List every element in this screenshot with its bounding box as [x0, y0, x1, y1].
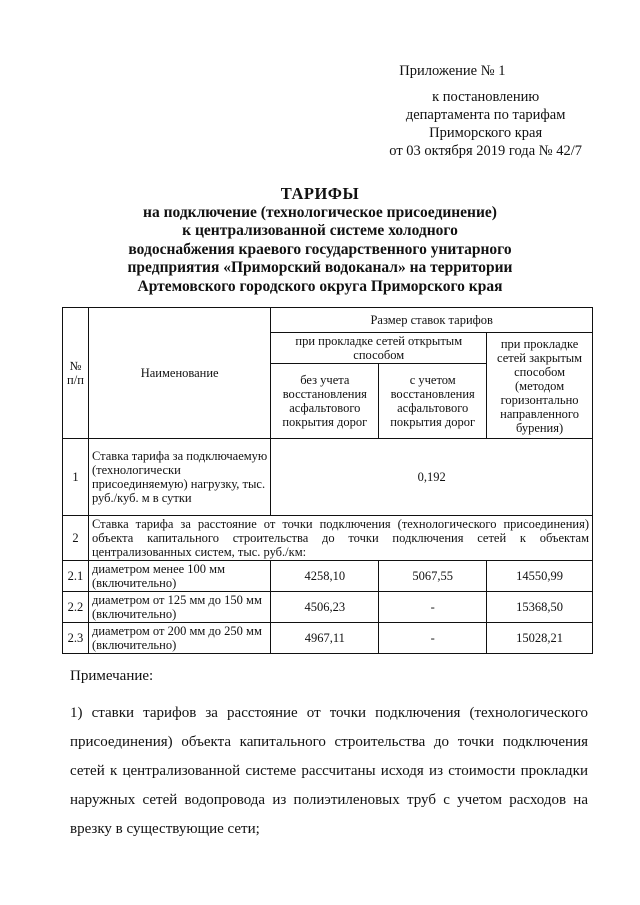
title-line: предприятия «Приморский водоканал» на территории — [127, 259, 513, 276]
appendix-number: Приложение № 1 — [399, 63, 506, 79]
header-open-method: при прокладке сетей открытым способом — [271, 333, 487, 364]
row-value-closed: 15368,50 — [487, 592, 593, 623]
row-value-closed: 14550,99 — [487, 561, 593, 592]
title-line: к централизованной системе холодного — [182, 222, 458, 239]
appendix-to-resolution: к постановлению — [432, 89, 540, 105]
table-row — [63, 516, 593, 561]
table-row — [63, 623, 593, 654]
row-value-with-asphalt: - — [379, 623, 487, 654]
row-value-with-asphalt: - — [379, 592, 487, 623]
row-value: 0,192 — [271, 439, 593, 516]
row-value-no-asphalt: 4258,10 — [271, 561, 379, 592]
row-num: 2.2 — [63, 592, 89, 623]
table-row — [63, 592, 593, 623]
row-name: Ставка тарифа за расстояние от точки подключения (технологического присоединения) объекта капитального строительства до точки подключения сетей к объектам централизованных систем, тыс. руб./км: — [88, 516, 592, 561]
header-num: № п/п — [63, 308, 89, 439]
appendix-region: Приморского края — [429, 125, 543, 141]
row-value-with-asphalt: 5067,55 — [379, 561, 487, 592]
document-title — [0, 185, 640, 296]
row-num: 1 — [63, 439, 89, 516]
notes-heading: Примечание: — [70, 668, 154, 684]
row-num: 2.3 — [63, 623, 89, 654]
row-name: Ставка тарифа за подключаемую (технологически присоединяемую) нагрузку, тыс. руб./куб. м в сутки — [88, 439, 270, 516]
row-value-no-asphalt: 4967,11 — [271, 623, 379, 654]
header-with-asphalt: с учетом восстановления асфальтового покрытия дорог — [379, 364, 487, 439]
row-name: диаметром от 200 мм до 250 мм (включительно) — [88, 623, 270, 654]
header-name: Наименование — [88, 308, 270, 439]
header-rates: Размер ставок тарифов — [271, 308, 593, 333]
row-value-closed: 15028,21 — [487, 623, 593, 654]
title-line: водоснабжения краевого государственного унитарного — [128, 240, 512, 258]
title-line: Артемовского городского округа Приморского края — [137, 277, 503, 295]
table-row — [63, 561, 593, 592]
row-name: диаметром от 125 мм до 150 мм (включительно) — [88, 592, 270, 623]
notes-item-1: 1) ставки тарифов за расстояние от точки подключения (технологического присоединения) объекта капитального строительства до точки подключения сетей к централизованной системе рассчитаны исходя из стоимости прокладки наружных сетей водопровода из полиэтиленовых труб с учетом расходов на врезку в существующие сети; — [70, 705, 588, 837]
tariff-table — [62, 307, 593, 654]
title-main: ТАРИФЫ — [280, 184, 360, 203]
appendix-header — [389, 62, 582, 160]
row-value-no-asphalt: 4506,23 — [271, 592, 379, 623]
appendix-department: департамента по тарифам — [405, 107, 566, 123]
header-closed-method: при прокладке сетей закрытым способом (методом горизонтально направленного бурения) — [487, 333, 593, 439]
row-name: диаметром менее 100 мм (включительно) — [88, 561, 270, 592]
header-no-asphalt: без учета восстановления асфальтового покрытия дорог — [271, 364, 379, 439]
table-row — [63, 439, 593, 516]
notes-section — [70, 662, 588, 844]
row-num: 2.1 — [63, 561, 89, 592]
appendix-date-number: от 03 октября 2019 года № 42/7 — [389, 143, 582, 159]
row-num: 2 — [63, 516, 89, 561]
title-line: на подключение (технологическое присоединение) — [143, 203, 497, 221]
